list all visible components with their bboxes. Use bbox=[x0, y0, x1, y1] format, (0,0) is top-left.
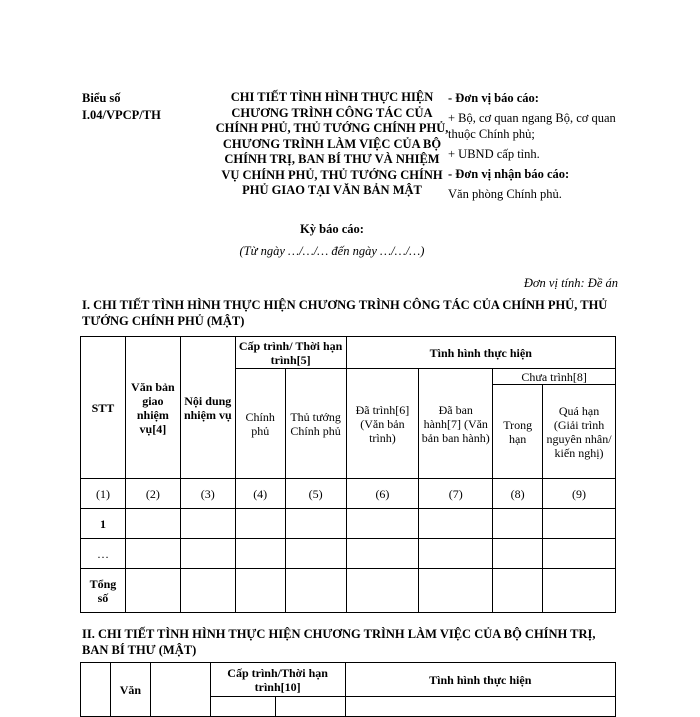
receiving-unit-label: - Đơn vị nhận báo cáo: bbox=[448, 167, 570, 181]
reporting-unit-2: + UBND cấp tỉnh. bbox=[448, 147, 540, 161]
col-number: (2) bbox=[125, 479, 180, 509]
form-code-label: Biểu số bbox=[82, 91, 121, 105]
form-code-number: I.04/VPCP/TH bbox=[82, 108, 161, 122]
unit-label: Đơn vị tính: Đề án bbox=[523, 276, 618, 290]
section2-table bbox=[80, 662, 616, 717]
col-number: (6) bbox=[346, 479, 419, 509]
header-prime-minister: Thủ tướng Chính phủ bbox=[285, 369, 346, 479]
receiving-unit: Văn phòng Chính phủ. bbox=[448, 187, 562, 201]
header-level-deadline: Cấp trình/ Thời hạn trình[5] bbox=[235, 337, 346, 369]
form-code bbox=[82, 90, 192, 124]
reporting-unit-label: - Đơn vị báo cáo: bbox=[448, 91, 539, 105]
header-status-2: Tình hình thực hiện bbox=[345, 663, 615, 697]
col-number: (5) bbox=[285, 479, 346, 509]
section1-title: I. CHI TIẾT TÌNH HÌNH THỰC HIỆN CHƯƠNG TRÌNH CÔNG TÁC CỦA CHÍNH PHỦ, THỦ TƯỚNG CHÍNH PHỦ (MẬT) bbox=[82, 298, 608, 328]
header-overdue: Quá hạn (Giải trình nguyên nhân/ kiến nghị) bbox=[543, 385, 616, 479]
header-assigned-doc-2: Văn bbox=[110, 663, 150, 717]
section1-table bbox=[80, 336, 616, 613]
document-title: CHI TIẾT TÌNH HÌNH THỰC HIỆN CHƯƠNG TRÌNH CÔNG TÁC CỦA CHÍNH PHỦ, THỦ TƯỚNG CHÍNH PHỦ, CHƯƠNG TRÌNH LÀM VIỆC CỦA BỘ CHÍNH TRỊ, BAN BÍ THƯ VÀ NHIỆM VỤ CHÍNH PHỦ, THỦ TƯỚNG CHÍNH PHỦ GIAO TẠI VĂN BẢN MẬT bbox=[215, 90, 449, 197]
period-label: Kỳ báo cáo: bbox=[300, 222, 364, 236]
header-submitted: Đã trình[6] (Văn bản trình) bbox=[346, 369, 419, 479]
header-not-submitted: Chưa trình[8] bbox=[493, 369, 616, 385]
table-row bbox=[81, 509, 616, 539]
col-number: (7) bbox=[419, 479, 493, 509]
col-number: (3) bbox=[180, 479, 235, 509]
col-number: (9) bbox=[543, 479, 616, 509]
row-stt: … bbox=[81, 539, 126, 569]
header-issued: Đã ban hành[7] (Văn bản ban hành) bbox=[419, 369, 493, 479]
row-total-label: Tổng số bbox=[81, 569, 126, 613]
section2-title: II. CHI TIẾT TÌNH HÌNH THỰC HIỆN CHƯƠNG TRÌNH LÀM VIỆC CỦA BỘ CHÍNH TRỊ, BAN BÍ THƯ (MẬT) bbox=[82, 627, 596, 657]
reporting-unit-1: + Bộ, cơ quan ngang Bộ, cơ quan thuộc Chính phủ; bbox=[448, 111, 616, 141]
header-on-time: Trong hạn bbox=[493, 385, 543, 479]
col-number: (8) bbox=[493, 479, 543, 509]
report-info bbox=[448, 90, 618, 206]
table-row-total bbox=[81, 569, 616, 613]
header-level-deadline-2: Cấp trình/Thời hạn trình[10] bbox=[210, 663, 345, 697]
row-stt: 1 bbox=[81, 509, 126, 539]
header-status: Tình hình thực hiện bbox=[346, 337, 615, 369]
header-content: Nội dung nhiệm vụ bbox=[180, 337, 235, 479]
header-assigned-doc: Văn bản giao nhiệm vụ[4] bbox=[125, 337, 180, 479]
period-range: (Từ ngày …/…/… đến ngày …/…/…) bbox=[239, 244, 425, 258]
col-number: (1) bbox=[81, 479, 126, 509]
header-stt: STT bbox=[81, 337, 126, 479]
col-number: (4) bbox=[235, 479, 285, 509]
header-government: Chính phủ bbox=[235, 369, 285, 479]
table-row bbox=[81, 539, 616, 569]
